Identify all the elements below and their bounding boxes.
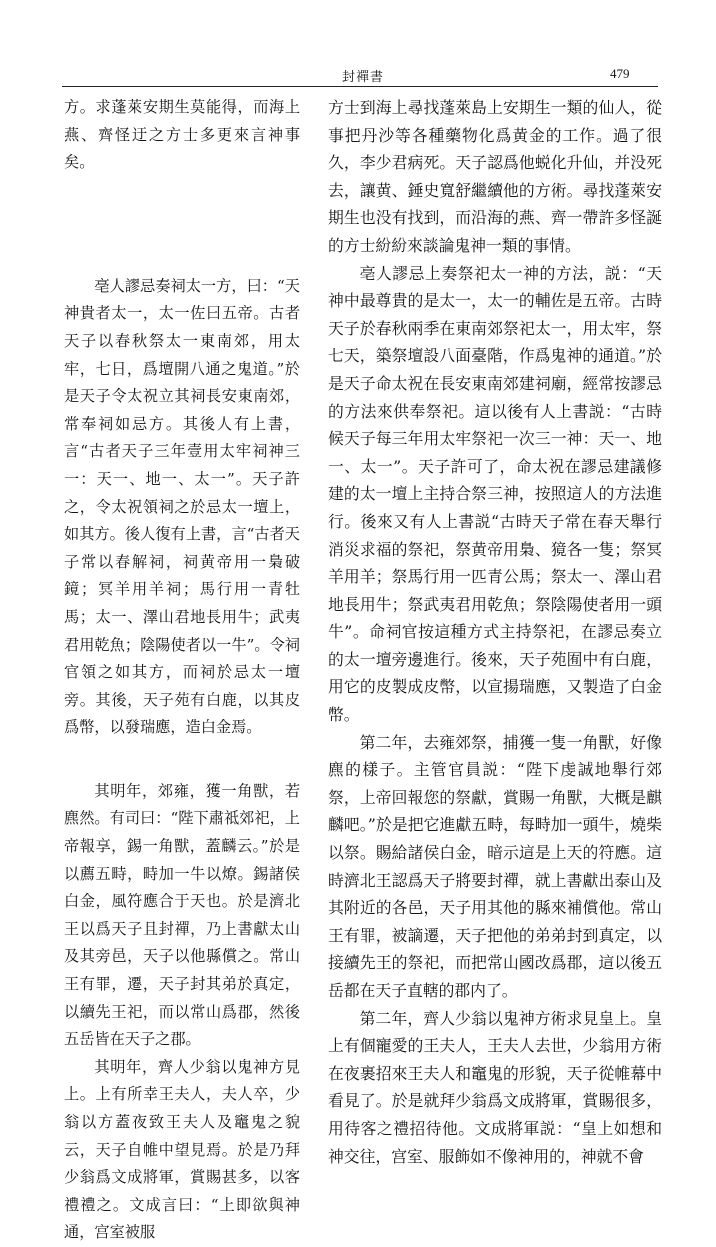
right-paragraph-4: 第二年，齊人少翁以鬼神方術求見皇上。皇上有個寵愛的王夫人，王夫人去世，少翁用方術在夜裹招來王夫人和竈鬼的形貌，天子從帷幕中看見了。於是就拜少翁爲文成將軍，賞賜很多，用待客之禮招待他。文成將軍説：“皇上如想和神交往，宫室、服飾如不像神用的，神就不會 <box>328 1008 662 1166</box>
header-rule <box>62 86 658 87</box>
right-paragraph-1: 方士到海上尋找蓬萊島上安期生一類的仙人，從事把丹沙等各種藥物化爲黄金的工作。過了很久，李少君病死。天子認爲他蜕化升仙，并没死去，讓黄、錘史寬舒繼續他的方術。尋找蓬萊安期生也没有找到，而沿海的燕、齊一帶許多怪誕的方士紛紛來談論鬼神一類的事情。 <box>328 98 662 255</box>
left-paragraph-1: 方。求蓬萊安期生莫能得，而海上燕、齊怪迂之方士多更來言神事矣。 <box>64 98 300 172</box>
right-paragraph-3: 第二年，去雍郊祭，捕獲一隻一角獸，好像麃的樣子。主管官員説：“陛下虔誠地舉行郊祭，上帝回報您的祭獻，賞賜一角獸，大概是麒麟吧。”於是把它進獻五畤，每畤加一頭牛，燒柴以祭。賜給諸侯白金，暗示這是上天的符應。這時濟北王認爲天子將要封禪，就上書獻出泰山及其附近的各邑，天子用其他的縣來補償他。常山王有罪，被謫遷，天子把他的弟弟封到真定，以接續先王的祭祀，而把常山國改爲郡，這以後五岳都在天子直轄的郡内了。 <box>328 732 662 1000</box>
section-gap <box>64 177 300 273</box>
section-gap <box>64 742 300 778</box>
left-column-classical-text <box>64 94 300 1247</box>
left-paragraph-4: 其明年，齊人少翁以鬼神方見上。上有所幸王夫人，夫人卒，少翁以方蓋夜致王夫人及竈鬼之貌云，天子自帷中望見焉。於是乃拜少翁爲文成將軍，賞賜甚多，以客禮禮之。文成言曰：“上即欲與神通，宫室被服 <box>64 1057 300 1242</box>
left-paragraph-2: 亳人謬忌奏祠太一方，曰：“天神貴者太一，太一佐曰五帝。古者天子以春秋祭太一東南郊，用太牢，七日，爲壇開八通之鬼道。”於是天子令太祝立其祠長安東南郊，常奉祠如忌方。其後人有上書，言“古者天子三年壹用太牢祠神三一：天一、地一、太一”。天子許之，令太祝領祠之於忌太一壇上，如其方。後人復有上書，言“古者天子常以春解祠，祠黄帝用一梟破鏡；冥羊用羊祠；馬行用一青牡馬；太一、澤山君地長用牛；武夷君用乾魚；陰陽使者以一牛”。令祠官領之如其方，而祠於忌太一壇旁。其後，天子苑有白鹿，以其皮爲幣，以發瑞應，造白金焉。 <box>64 276 300 737</box>
right-column-translation <box>328 94 662 1170</box>
right-paragraph-2: 亳人謬忌上奏祭祀太一神的方法，説：“天神中最尊貴的是太一，太一的輔佐是五帝。古時天子於春秋兩季在東南郊祭祀太一，用太牢，祭七天，築祭壇設八面臺階，作爲鬼神的通道。”於是天子命太祝在長安東南郊建祠廟，經常按謬忌的方法來供奉祭祀。這以後有人上書説：“古時候天子每三年用太牢祭祀一次三一神：天一、地一、太一”。天子許可了，命太祝在謬忌建議修建的太一壇上主持合祭三神，按照這人的方法進行。後來又有人上書説“古時天子常在春天舉行消災求福的祭祀，祭黄帝用梟、獍各一隻；祭冥羊用羊；祭馬行用一匹青公馬；祭太一、澤山君地長用牛；祭武夷君用乾魚；祭陰陽使者用一頭牛”。命祠官按這種方式主持祭祀，在謬忌奏立的太一壇旁邊進行。後來，天子苑囿中有白鹿，用它的皮製成皮幣，以宣揚瑞應，又製造了白金幣。 <box>328 263 662 725</box>
left-paragraph-3: 其明年，郊雍，獲一角獸，若麃然。有司曰：“陛下肅祗郊祀，上帝報享，錫一角獸，蓋麟云。”於是以薦五畤，畤加一牛以燎。錫諸侯白金，風符應合于天也。於是濟北王以爲天子且封禪，乃上書獻太山及其旁邑，天子以他縣償之。常山王有罪，遷，天子封其弟於真定，以續先王祀，而以常山爲郡，然後五岳皆在天子之郡。 <box>64 781 300 1049</box>
page-number: 479 <box>610 66 630 81</box>
running-header-title: 封禪書 <box>341 70 384 85</box>
